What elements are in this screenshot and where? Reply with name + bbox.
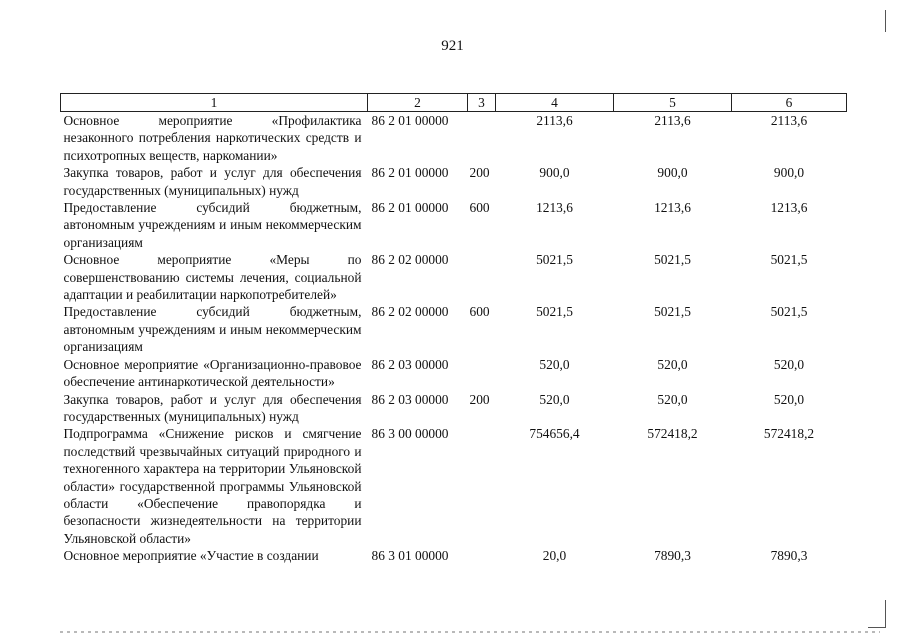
budget-table — [60, 93, 847, 565]
row-value-6: 520,0 — [773, 356, 805, 372]
row-value-5: 572418,2 — [647, 426, 698, 442]
row-vr — [468, 356, 496, 391]
row-value-4: 754656,4 — [529, 426, 580, 442]
row-name: Предоставление субсидий бюджетным, автономным учреждениям и иным некоммерческим организациям — [63, 304, 362, 355]
table-row — [61, 425, 847, 547]
row-value-4: 2113,6 — [536, 113, 573, 128]
row-code: 86 2 02 00000 — [371, 304, 449, 320]
row-value-6: 5021,5 — [770, 252, 808, 268]
table-row — [61, 112, 847, 165]
row-value-5: 5021,5 — [654, 252, 691, 268]
table-row — [61, 391, 847, 426]
row-name: Основное мероприятие «Меры по совершенствованию системы лечения, социальной адаптации и реабилитации наркопотребителей» — [63, 252, 362, 303]
scan-crop-mark-top-right — [885, 10, 886, 32]
header-col-1: 1 — [61, 94, 368, 112]
row-vr — [468, 547, 496, 564]
row-value-5: 1213,6 — [654, 200, 691, 216]
table-row — [61, 547, 847, 564]
row-value-4: 5021,5 — [536, 304, 573, 320]
row-name: Подпрограмма «Снижение рисков и смягчение последствий чрезвычайных ситуаций природного и техногенного характера на территории Ульяновской области» государственной программы Ульяновской области «Обеспечение правопорядка и безопасности жизнедеятельности на территории Ульяновской области» — [63, 426, 362, 546]
page-number: 921 — [441, 38, 464, 54]
row-code: 86 3 00 00000 — [371, 426, 449, 442]
row-value-4: 520,0 — [539, 356, 570, 372]
table-header-row — [61, 94, 847, 112]
row-value-4: 520,0 — [539, 391, 570, 407]
row-code: 86 2 03 00000 — [371, 356, 449, 372]
row-name: Основное мероприятие «Участие в создании — [63, 548, 319, 564]
table-row — [61, 303, 847, 355]
row-name: Закупка товаров, работ и услуг для обеспечения государственных (муниципальных) нужд — [63, 391, 362, 424]
row-value-6: 572418,2 — [763, 426, 815, 442]
row-value-6: 520,0 — [773, 391, 805, 407]
row-value-5: 520,0 — [657, 391, 688, 407]
row-code: 86 2 01 00000 — [371, 200, 449, 216]
header-col-2: 2 — [368, 94, 468, 112]
row-vr — [468, 112, 496, 165]
table-row — [61, 251, 847, 303]
header-col-3: 3 — [468, 94, 496, 112]
row-vr: 200 — [469, 391, 490, 407]
table-row — [61, 356, 847, 391]
table-row — [61, 164, 847, 199]
header-col-5: 5 — [614, 94, 732, 112]
row-value-5: 2113,6 — [654, 113, 691, 128]
scan-edge-noise — [60, 631, 880, 633]
row-vr: 200 — [469, 165, 490, 181]
table-row — [61, 199, 847, 251]
row-code: 86 2 01 00000 — [371, 165, 449, 181]
header-col-4: 4 — [496, 94, 614, 112]
row-value-6: 2113,6 — [770, 113, 808, 128]
row-value-6: 5021,5 — [770, 304, 808, 320]
row-value-5: 900,0 — [657, 165, 688, 181]
row-code: 86 2 03 00000 — [371, 391, 449, 407]
row-value-4: 20,0 — [542, 548, 567, 564]
scan-crop-mark-bottom-right — [885, 600, 886, 628]
row-name: Предоставление субсидий бюджетным, автономным учреждениям и иным некоммерческим организациям — [63, 200, 362, 250]
row-value-6: 900,0 — [773, 165, 805, 181]
row-code: 86 2 01 00000 — [371, 113, 449, 128]
row-name: Закупка товаров, работ и услуг для обеспечения государственных (муниципальных) нужд — [63, 165, 362, 198]
row-code: 86 3 01 00000 — [371, 548, 449, 564]
row-value-5: 5021,5 — [654, 304, 691, 320]
row-value-4: 900,0 — [539, 165, 570, 181]
row-vr: 600 — [469, 200, 490, 216]
row-value-5: 7890,3 — [654, 548, 691, 564]
scan-crop-mark-bottom-right-h — [868, 627, 886, 628]
row-name: Основное мероприятие «Организационно-правовое обеспечение антинаркотической деятельности» — [63, 356, 362, 390]
row-value-4: 5021,5 — [536, 252, 573, 268]
row-vr — [468, 251, 496, 303]
row-vr: 600 — [469, 304, 490, 320]
header-col-6: 6 — [732, 94, 847, 112]
row-value-5: 520,0 — [657, 356, 688, 372]
row-value-6: 7890,3 — [770, 548, 808, 564]
row-value-6: 1213,6 — [770, 200, 808, 216]
row-code: 86 2 02 00000 — [371, 252, 449, 268]
row-vr — [468, 425, 496, 547]
row-name: Основное мероприятие «Профилактика незаконного потребления наркотических средств и психотропных веществ, наркомании» — [63, 113, 362, 163]
row-value-4: 1213,6 — [536, 200, 573, 216]
